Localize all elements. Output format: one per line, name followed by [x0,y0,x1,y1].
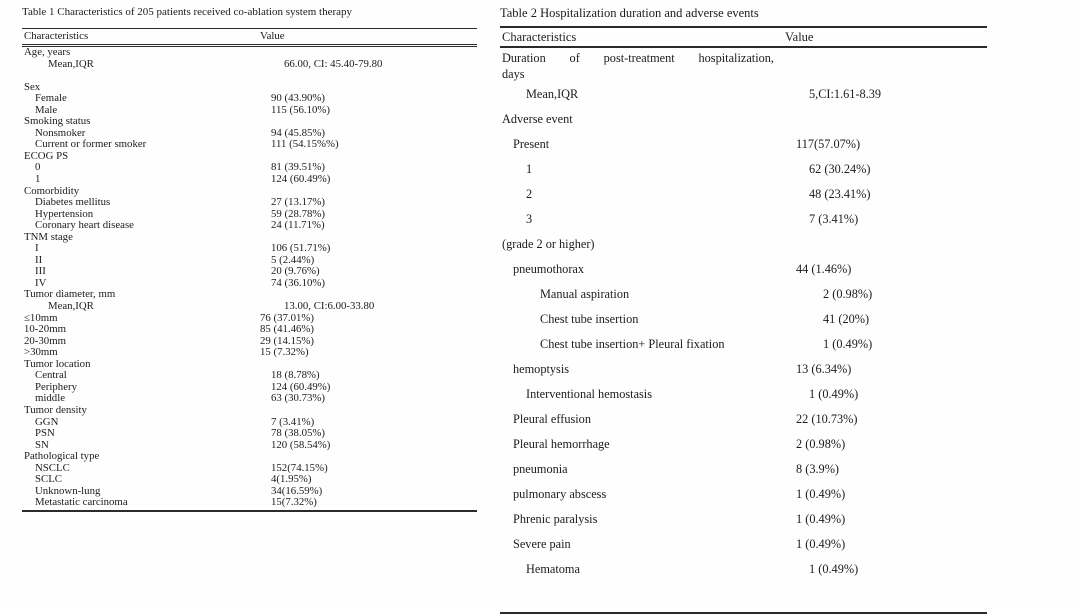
table-row [22,405,477,417]
row-value: 85 (41.46%) [260,323,314,336]
row-label: >30mm [24,346,58,359]
table-row [500,307,987,332]
table-row [500,482,987,507]
row-label: Mean,IQR [48,57,94,70]
row-value: 5 (2.44%) [271,253,315,266]
table-row [22,266,477,278]
row-value: 1 (0.49%) [809,562,859,576]
row-label: Duration of post-treatment hospitalization, days [502,51,774,81]
row-label: PSN [35,427,55,440]
row-label: Tumor location [24,357,91,370]
row-label: Metastatic carcinoma [35,496,128,509]
row-label: Phrenic paralysis [513,512,598,526]
table-row [22,336,477,348]
row-label: Chest tube insertion [540,312,639,326]
row-label: Central [35,369,67,382]
table-row [22,301,477,313]
row-value: 7 (3.41%) [271,415,315,428]
table-row [500,107,987,132]
row-value [260,451,477,463]
row-label: Pleural effusion [513,412,591,426]
row-label: Smoking status [24,115,91,128]
row-value: 62 (30.24%) [809,162,871,176]
row-label: Severe pain [513,537,571,551]
row-label [22,70,260,82]
row-label: Periphery [35,380,77,393]
row-label: pneumonia [513,462,568,476]
row-label: Comorbidity [24,184,80,197]
row-value: 78 (38.05%) [271,427,325,440]
table1-title: Table 1 Characteristics of 205 patients received co-ablation system therapy [22,6,353,18]
table-row [22,347,477,359]
table1-patient-characteristics [22,6,477,512]
table-row [22,359,477,371]
row-label: Nonsmoker [35,126,86,139]
row-label: Tumor density [24,403,87,416]
row-value: 41 (20%) [823,312,870,326]
row-label: pneumothorax [513,262,585,276]
row-value: 1 (0.49%) [796,512,846,526]
row-label: Female [35,92,67,105]
table-row [500,382,987,407]
row-value: 4(1.95%) [271,473,312,486]
row-value: 24 (11.71%) [271,219,325,232]
row-value: 117(57.07%) [796,137,861,151]
row-label: III [35,265,46,278]
row-value: 106 (51.71%) [271,242,331,255]
row-value: 29 (14.15%) [260,334,314,347]
row-label: SCLC [35,473,63,486]
row-value: 13 (6.34%) [796,362,852,376]
row-label: Age, years [24,46,71,58]
row-label: Mean,IQR [526,87,579,101]
row-label: pulmonary abscess [513,487,607,501]
table2-title: Table 2 Hospitalization duration and adverse events [500,6,759,20]
table2-header-row [500,26,987,48]
table-row [500,132,987,157]
table2-col-characteristics: Characteristics [502,30,577,44]
table-row [500,82,987,107]
row-label: Present [513,137,550,151]
row-label: Hypertension [35,207,94,220]
row-value: 8 (3.9%) [796,462,840,476]
row-value: 76 (37.01%) [260,311,314,324]
table-row [22,151,477,163]
table-row [500,557,987,582]
table-row [22,70,477,82]
row-value: 115 (56.10%) [271,103,330,116]
row-value: 34(16.59%) [271,484,323,497]
table1-col-characteristics: Characteristics [24,30,89,42]
table-row [22,463,477,475]
row-label: Unknown-lung [35,484,101,497]
row-value: 63 (30.73%) [271,392,325,405]
row-label: Manual aspiration [540,287,630,301]
table-row [22,59,477,71]
row-value: 15(7.32%) [271,496,317,509]
row-value: 124 (60.49%) [271,380,331,393]
row-value: 66.00, CI: 45.40-79.80 [284,57,383,70]
table1-col-value: Value [260,30,285,42]
table2-col-value: Value [785,30,814,44]
row-label: 1 [35,173,41,186]
row-label: Male [35,103,58,116]
table-row [500,507,987,532]
table-row [22,451,477,463]
row-value [260,70,477,82]
table-row [500,157,987,182]
row-label: middle [35,392,65,405]
table-row [22,382,477,394]
row-label: Pleural hemorrhage [513,437,610,451]
table-row [22,428,477,440]
table1-body [22,47,477,512]
row-label: Hematoma [526,562,580,576]
row-value: 2 (0.98%) [823,287,873,301]
row-label: Tumor diameter, mm [24,288,116,301]
row-value: 27 (13.17%) [271,196,325,209]
row-value: 81 (39.51%) [271,161,325,174]
table-row [500,48,987,82]
row-label: 2 [526,187,533,201]
table-row [22,82,477,94]
row-label: SN [35,438,49,451]
row-label: 0 [35,161,41,174]
table-row [22,93,477,105]
row-value: 44 (1.46%) [796,262,852,276]
table1-header-row [22,28,477,47]
table-row [22,324,477,336]
row-label: IV [35,276,47,289]
row-label: 10-20mm [24,323,66,336]
row-label: Current or former smoker [35,138,147,151]
row-value: 74 (36.10%) [271,276,325,289]
table2-body [500,48,987,614]
table-row [500,407,987,432]
table-row [22,220,477,232]
row-value: 48 (23.41%) [809,187,871,201]
row-value: 1 (0.49%) [796,487,846,501]
row-value: 152(74.15%) [271,461,328,474]
row-label: 20-30mm [24,334,66,347]
row-label: Sex [24,80,41,93]
row-label: ≤10mm [24,311,58,324]
table-row [22,417,477,429]
row-value: 2 (0.98%) [796,437,846,451]
row-label: Pathological type [24,450,100,463]
table-row [22,255,477,267]
row-label: II [35,253,43,266]
table-row [500,457,987,482]
table-row [500,257,987,282]
row-label: TNM stage [24,230,73,243]
row-value: 1 (0.49%) [809,387,859,401]
table-row [22,393,477,405]
table-row [22,174,477,186]
row-value: 13.00, CI:6.00-33.80 [284,300,375,313]
table-row [22,139,477,151]
row-value [260,47,477,59]
row-value: 22 (10.73%) [796,412,858,426]
table-row [500,532,987,557]
row-value: 120 (58.54%) [271,438,331,451]
row-label: Mean,IQR [48,300,94,313]
row-value: 7 (3.41%) [809,212,859,226]
table-row [500,232,987,257]
row-label: GGN [35,415,59,428]
row-value: 1 (0.49%) [823,337,873,351]
table-row [500,332,987,357]
row-label: Chest tube insertion+ Pleural fixation [540,337,725,351]
row-label: 1 [526,162,533,176]
table-row [22,116,477,128]
row-label: (grade 2 or higher) [502,237,595,251]
row-label: NSCLC [35,461,70,474]
row-value [785,51,987,82]
row-value: 1 (0.49%) [796,537,846,551]
row-label: I [35,242,39,255]
table-row [22,232,477,244]
row-value: 124 (60.49%) [271,173,331,186]
table-row [22,243,477,255]
row-value: 20 (9.76%) [271,265,320,278]
row-label: Diabetes mellitus [35,196,111,209]
table-row [22,105,477,117]
row-label: ECOG PS [24,149,69,162]
row-value: 90 (43.90%) [271,92,325,105]
table-row [500,282,987,307]
row-value: 18 (8.78%) [271,369,320,382]
table-row [500,432,987,457]
row-value [260,405,477,417]
table-row [500,207,987,232]
row-label: Coronary heart disease [35,219,134,232]
table-row [22,497,477,509]
row-value [785,232,987,257]
row-label: 3 [526,212,533,226]
row-value [785,107,987,132]
table-row [500,182,987,207]
row-label: Adverse event [502,112,573,126]
row-value: 59 (28.78%) [271,207,325,220]
table-row [22,47,477,59]
row-value: 94 (45.85%) [271,126,325,139]
row-value: 111 (54.15%%) [271,138,339,151]
table-row [22,197,477,209]
table2-hospitalization-adverse-events [500,6,987,614]
row-label: Interventional hemostasis [526,387,653,401]
table-row [22,162,477,174]
row-value: 5,CI:1.61-8.39 [809,87,882,101]
table-row [500,357,987,382]
table-row [22,313,477,325]
row-value: 15 (7.32%) [260,346,309,359]
table-row [22,370,477,382]
row-label: hemoptysis [513,362,570,376]
